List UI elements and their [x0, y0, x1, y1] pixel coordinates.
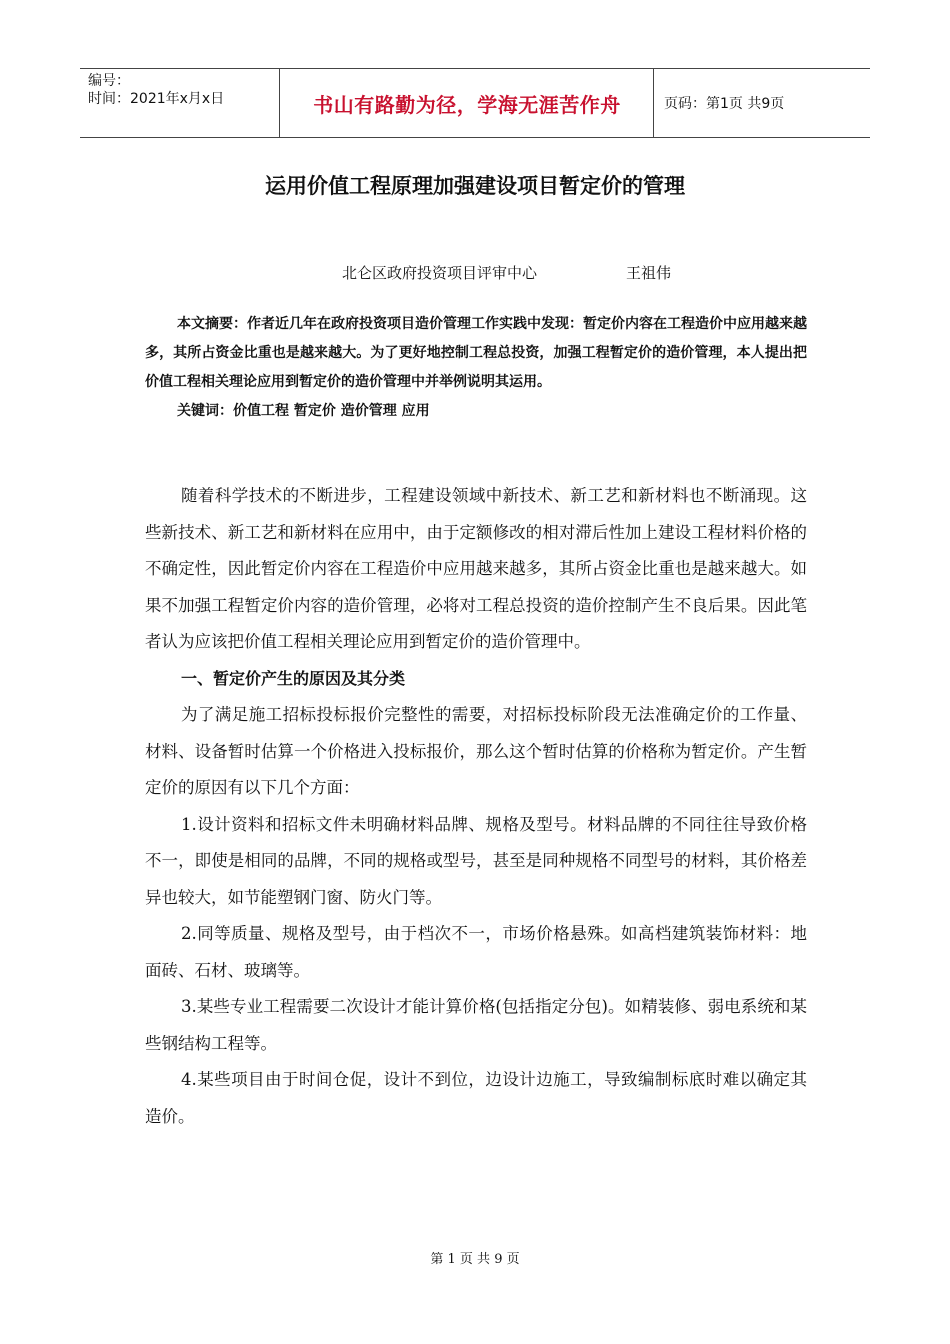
list-item-4: 4.某些项目由于时间仓促，设计不到位，边设计边施工，导致编制标底时难以确定其造价。 [145, 1070, 807, 1126]
author-org: 北仑区政府投资项目评审中心 [342, 264, 538, 282]
date-label: 时间：2021年x月x日 [88, 91, 225, 107]
list-item-2: 2.同等质量、规格及型号，由于档次不一，市场价格悬殊。如高档建筑装饰材料：地面砖、石材、玻璃等。 [145, 924, 807, 980]
intro-paragraph: 随着科学技术的不断进步，工程建设领域中新技术、新工艺和新材料也不断涌现。这些新技术、新工艺和新材料在应用中，由于定额修改的相对滞后性加上建设工程材料价格的不确定性，因此暂定价内容在工程造价中应用越来越多，其所占资金比重也是越来越大。如果不加强工程暂定价内容的造价管理，必将对工程总投资的造价控制产生不良后果。因此笔者认为应该把价值工程相关理论应用到暂定价的造价管理中。 [145, 486, 807, 651]
abstract-summary: 本文摘要：作者近几年在政府投资项目造价管理工作实践中发现：暂定价内容在工程造价中应用越来越多，其所占资金比重也是越来越大。为了更好地控制工程总投资，加强工程暂定价的造价管理，本人提出把价值工程相关理论应用到暂定价的造价管理中并举例说明其运用。 [145, 316, 807, 390]
section-paragraph: 为了满足施工招标投标报价完整性的需要，对招标投标阶段无法准确定价的工作量、材料、设备暂时估算一个价格进入投标报价，那么这个暂时估算的价格称为暂定价。产生暂定价的原因有以下几个方面： [145, 705, 807, 797]
body-text [145, 478, 807, 1135]
header-table [80, 68, 870, 138]
author-name: 王祖伟 [626, 264, 672, 282]
list-item-1: 1.设计资料和招标文件未明确材料品牌、规格及型号。材料品牌的不同往往导致价格不一，即使是相同的品牌，不同的规格或型号，甚至是同种规格不同型号的材料，其价格差异也较大，如节能塑钢门窗、防火门等。 [145, 814, 807, 907]
document-title: 运用价值工程原理加强建设项目暂定价的管理 [265, 174, 685, 198]
number-label: 编号： [88, 73, 130, 89]
list-item-3: 3.某些专业工程需要二次设计才能计算价格(包括指定分包)。如精装修、弱电系统和某些钢结构工程等。 [145, 997, 807, 1053]
motto-text: 书山有路勤为径，学海无涯苦作舟 [313, 92, 621, 117]
abstract-block [145, 310, 807, 426]
page-footer: 第 1 页 共 9 页 [430, 1252, 520, 1267]
header-page-cell [664, 69, 784, 137]
section-heading: 一、暂定价产生的原因及其分类 [181, 668, 406, 688]
keywords: 关键词：价值工程 暂定价 造价管理 应用 [177, 403, 430, 419]
page-info: 页码：第1页 共9页 [664, 96, 785, 112]
header-meta-cell [80, 69, 280, 137]
header-motto-cell [281, 69, 654, 137]
